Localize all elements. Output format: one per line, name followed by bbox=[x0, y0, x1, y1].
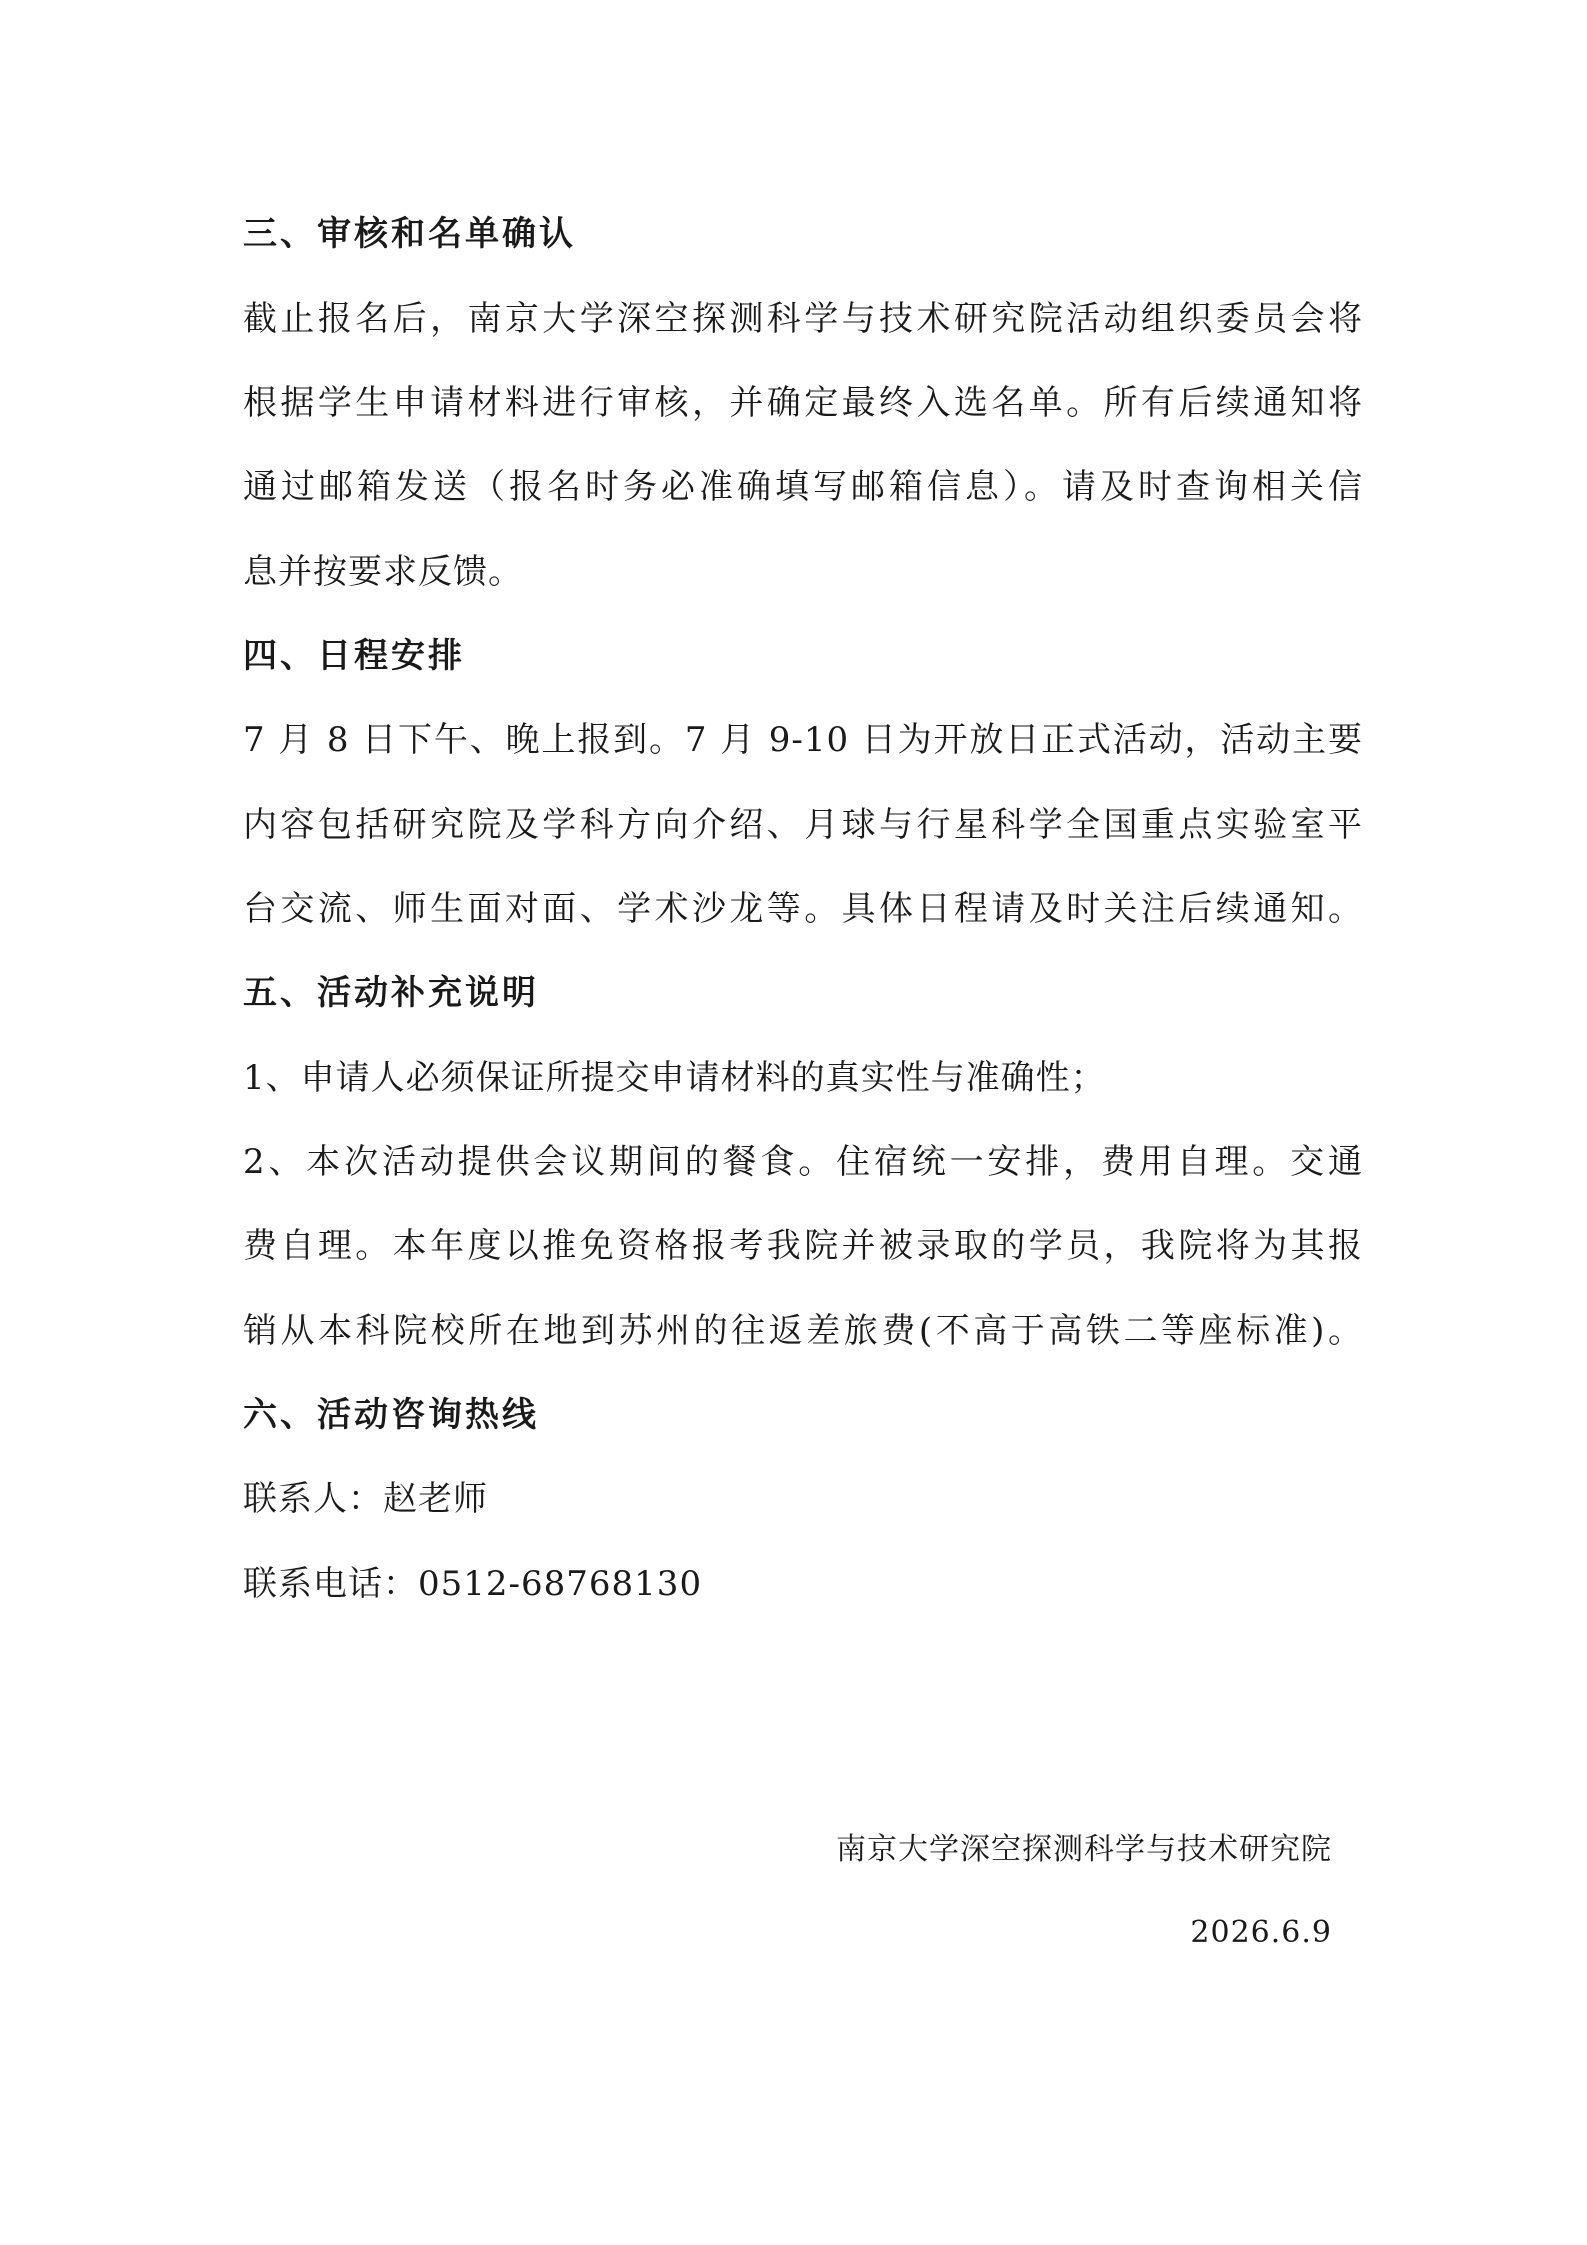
paragraph-line: 根据学生申请材料进行审核，并确定最终入选名单。所有后续通知将 bbox=[243, 383, 1363, 423]
signature-date: 2026.6.9 bbox=[1190, 1915, 1332, 1950]
section-heading-review: 三、审核和名单确认 bbox=[243, 214, 576, 254]
list-item: 2、本次活动提供会议期间的餐食。住宿统一安排，费用自理。交通 bbox=[243, 1142, 1363, 1182]
contact-person: 联系人：赵老师 bbox=[243, 1479, 488, 1519]
paragraph-line: 费自理。本年度以推免资格报考我院并被录取的学员，我院将为其报 bbox=[243, 1226, 1363, 1266]
list-item: 1、申请人必须保证所提交申请材料的真实性与准确性； bbox=[243, 1058, 1106, 1098]
paragraph-line: 通过邮箱发送（报名时务必准确填写邮箱信息）。请及时查询相关信 bbox=[243, 467, 1363, 507]
paragraph-line: 息并按要求反馈。 bbox=[243, 552, 523, 592]
paragraph-line: 台交流、师生面对面、学术沙龙等。具体日程请及时关注后续通知。 bbox=[243, 889, 1363, 929]
signature-organization: 南京大学深空探测科学与技术研究院 bbox=[836, 1832, 1332, 1867]
paragraph-line: 截止报名后，南京大学深空探测科学与技术研究院活动组织委员会将 bbox=[243, 299, 1363, 339]
contact-phone: 联系电话：0512-68768130 bbox=[243, 1564, 703, 1604]
section-heading-contact: 六、活动咨询热线 bbox=[243, 1395, 539, 1435]
section-heading-schedule: 四、日程安排 bbox=[243, 636, 465, 676]
paragraph-line: 7 月 8 日下午、晚上报到。7 月 9-10 日为开放日正式活动，活动主要 bbox=[243, 720, 1363, 760]
paragraph-line: 内容包括研究院及学科方向介绍、月球与行星科学全国重点实验室平 bbox=[243, 805, 1363, 845]
paragraph-line: 销从本科院校所在地到苏州的往返差旅费(不高于高铁二等座标准)。 bbox=[243, 1311, 1363, 1351]
section-heading-notes: 五、活动补充说明 bbox=[243, 973, 539, 1013]
